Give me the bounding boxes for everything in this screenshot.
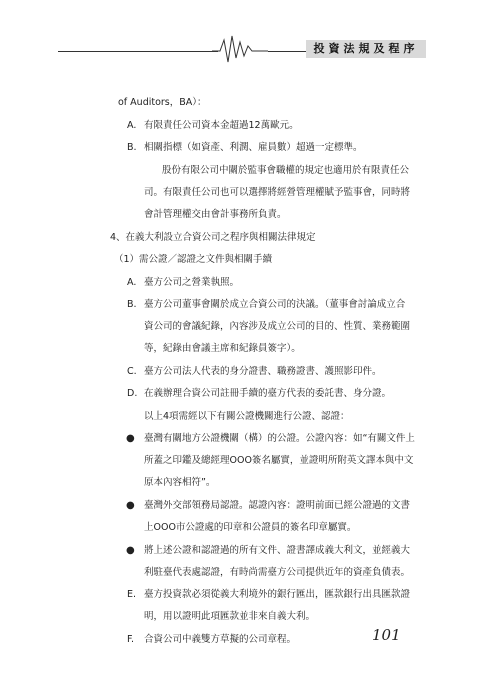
text-line: 明，用以證明此項匯款並非來自義大利。: [144, 611, 316, 622]
page-header: [0, 28, 480, 68]
item-marker: E.: [127, 589, 137, 600]
text-line: 司。有限責任公司也可以選擇將經營管理權賦予監事會，同時將: [144, 187, 411, 198]
text-line: 會計管理權交由會計事務所負責。: [144, 209, 287, 220]
header-rule-right: [268, 51, 310, 52]
item-marker: D.: [127, 388, 138, 399]
item-marker: A.: [127, 277, 137, 288]
text-line: 原本內容相符”。: [144, 477, 216, 488]
item-marker: B.: [127, 299, 137, 310]
header-rule-left: [58, 51, 218, 52]
text-line: 以上4項需經以下有關公證機關進行公證、認證：: [144, 411, 350, 422]
text-line: of Auditors，BA）：: [118, 97, 207, 108]
section-heading: 4、在義大利設立合資公司之程序與相關法律規定: [110, 232, 316, 243]
item-marker: C.: [127, 366, 137, 377]
text-line: 將上述公證和認證過的所有文件、證書譯成義大利文，並經義大: [144, 545, 411, 556]
item-marker: B.: [127, 142, 137, 153]
text-line: 合資公司中義雙方草擬的公司章程。: [144, 634, 297, 645]
text-line: 臺方公司董事會關於成立合資公司的決議。（董事會討論成立合: [144, 299, 406, 310]
header-title: 投資法規及程序: [306, 40, 426, 58]
text-line: 有限責任公司資本金超過12萬歐元。: [144, 120, 299, 131]
text-line: 臺方公司之營業執照。: [144, 277, 240, 288]
text-line: 股份有限公司中關於監事會職權的規定也適用於有限責任公: [162, 165, 410, 176]
text-line: 所蓋之印鑑及總經理OOO簽名屬實，並證明所附英文譯本與中文: [144, 455, 414, 466]
subsection-heading: （1）需公證／認證之文件與相關手續: [114, 254, 273, 265]
text-line: 利駐臺代表處認證，有時尚需臺方公司提供近年的資產負債表。: [144, 567, 411, 578]
text-line: 上OOO市公證處的印章和公證員的簽名印章屬實。: [144, 522, 357, 533]
bullet-icon: ●: [126, 433, 135, 444]
item-marker: F.: [127, 634, 134, 645]
text-line: 臺灣外交部領務局認證。認證內容：證明前面已經公證過的文書: [144, 500, 411, 511]
text-line: 在義辦理合資公司註冊手續的臺方代表的委託書、身分證。: [144, 388, 392, 399]
heartbeat-icon: [212, 32, 272, 68]
bullet-icon: ●: [126, 500, 135, 511]
text-line: 等，紀錄由會議主席和紀錄員簽字）。: [144, 343, 301, 354]
bullet-icon: ●: [126, 545, 135, 556]
text-line: 臺方投資款必須從義大利境外的銀行匯出，匯款銀行出具匯款證: [144, 589, 411, 600]
text-line: 臺灣有關地方公證機關（構）的公證。公證內容：如“有關文件上: [144, 433, 415, 444]
item-marker: A.: [127, 120, 137, 131]
text-line: 相關指標（如資產、利潤、雇員數）超過一定標準。: [144, 142, 363, 153]
text-line: 資公司的會議紀錄，內容涉及成立公司的目的、性質、業務範圍: [144, 321, 411, 332]
text-line: 臺方公司法人代表的身分證書、職務證書、護照影印件。: [144, 366, 382, 377]
page-number: 101: [372, 626, 401, 644]
